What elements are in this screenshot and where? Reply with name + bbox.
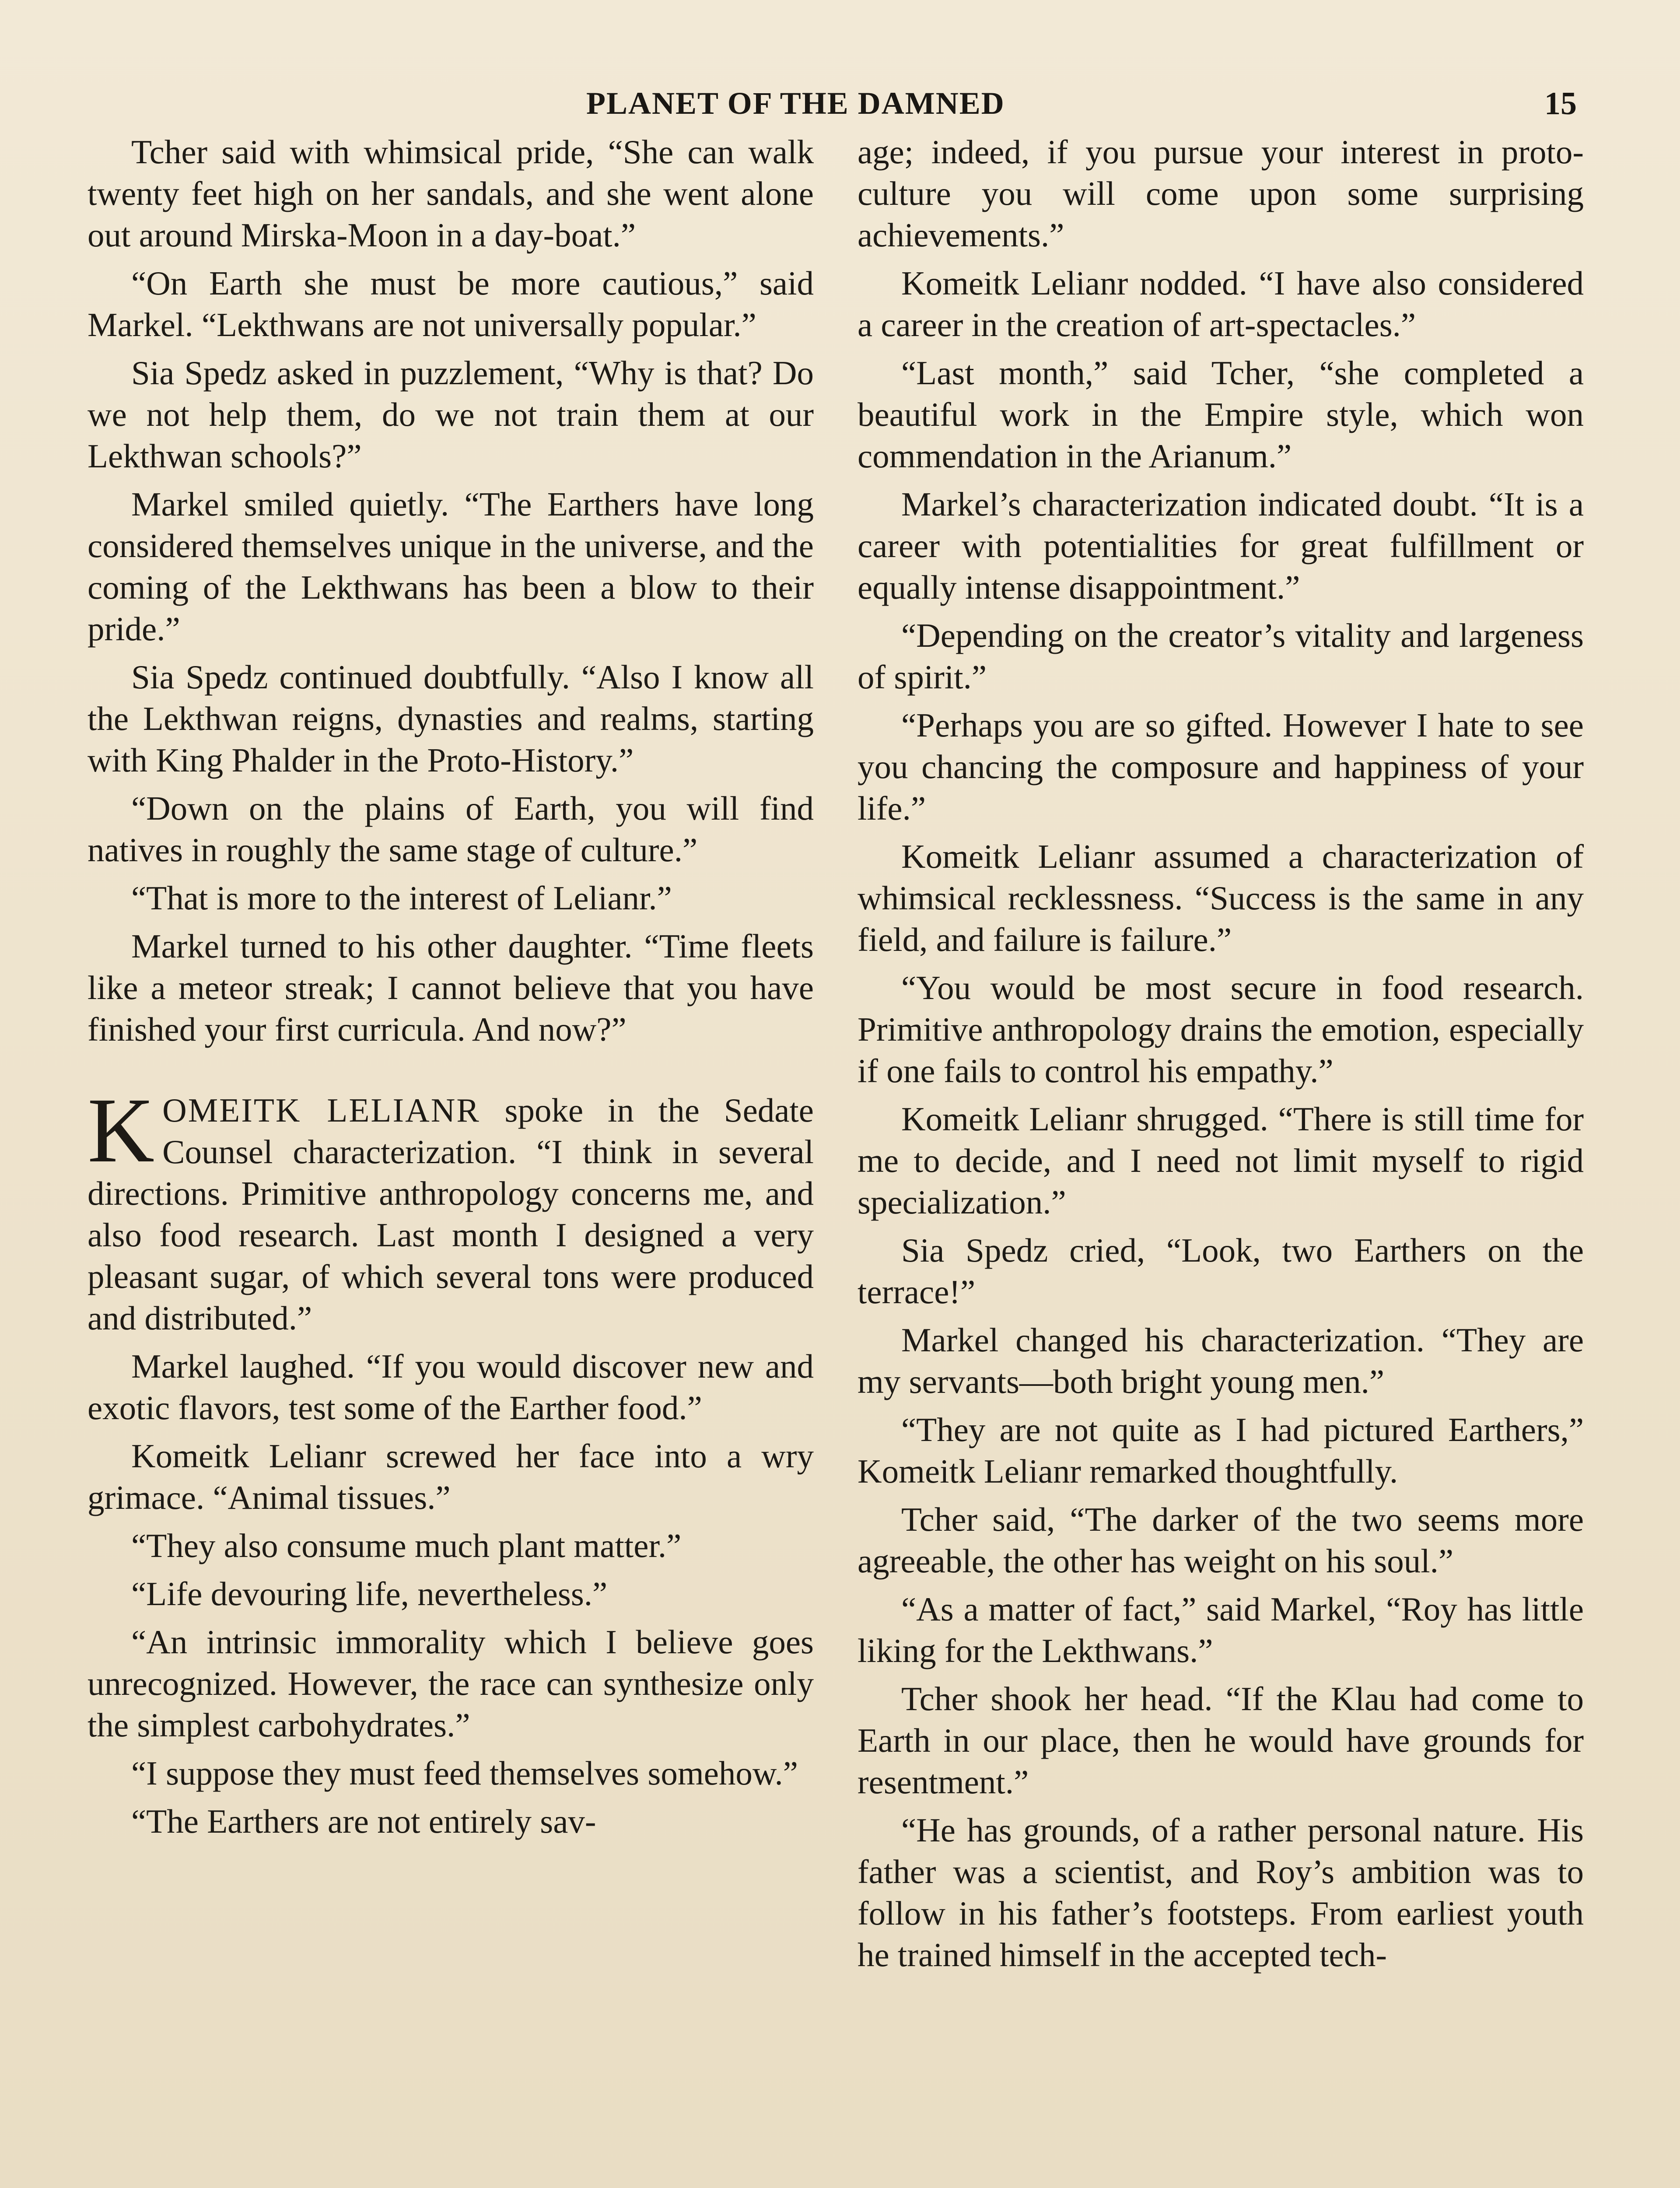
paragraph: Sia Spedz continued doubtfully. “Also I know all the Lekthwan reigns, dynasties and realms, starting with King Phalder in the Proto-History.” [88,658,814,779]
paragraph: Komeitk Lelianr assumed a characterization of whimsical recklessness. “Success is the same in any field, and failure is failure.” [858,838,1584,958]
paragraph: “As a matter of fact,” said Markel, “Roy has little liking for the Lekthwans.” [858,1590,1584,1669]
continued-paragraph: age; indeed, if you pursue your interest in proto-culture you will come upon some surprising achievements.” [858,133,1584,254]
running-head [0,85,1680,133]
paragraph: Sia Spedz asked in puzzlement, “Why is that? Do we not help them, do we not train them at our Lekthwan schools?” [88,354,814,475]
paragraph: Markel turned to his other daughter. “Time fleets like a meteor streak; I cannot believe that you have finished your first curricula. And now?” [88,927,814,1048]
paragraph: Komeitk Lelianr nodded. “I have also considered a career in the creation of art-spectacles.” [858,264,1584,344]
paragraph: “An intrinsic immorality which I believe goes unrecognized. However, the race can synthesize only the simplest carbohydrates.” [88,1623,814,1744]
paragraph: Sia Spedz cried, “Look, two Earthers on the terrace!” [858,1231,1584,1311]
paragraph: Markel smiled quietly. “The Earthers have long considered themselves unique in the universe, and the coming of the Lekthwans has been a blow to their pride.” [88,485,814,648]
paragraph: Komeitk Lelianr screwed her face into a wry grimace. “Animal tissues.” [88,1437,814,1516]
paragraph: “Last month,” said Tcher, “she completed a beautiful work in the Empire style, which won commendation in the Arianum.” [858,354,1584,475]
paragraph: “That is more to the interest of Lelianr.” [131,879,672,917]
paragraph: Markel laughed. “If you would discover new and exotic flavors, test some of the Earther food.” [88,1347,814,1427]
small-caps-lead: OMEITK LELIANR [162,1091,480,1129]
drop-cap: K [88,1079,155,1182]
paragraph: Markel’s characterization indicated doubt. “It is a career with potentialities for great fulfillment or equally intense disappointment.” [858,485,1584,606]
paragraph: Tcher said with whimsical pride, “She can walk twenty feet high on her sandals, and she went alone out around Mirska-Moon in a day-boat.” [88,133,814,254]
paragraph: “You would be most secure in food research. Primitive anthropology drains the emotion, especially if one fails to control his empathy.” [858,969,1584,1090]
paragraph: “They are not quite as I had pictured Earthers,” Komeitk Lelianr remarked thoughtfully. [858,1411,1584,1490]
paragraph: “Depending on the creator’s vitality and largeness of spirit.” [858,617,1584,696]
paragraph: “On Earth she must be more cautious,” said Markel. “Lekthwans are not universally popular.” [88,264,814,344]
left-column [88,131,814,1849]
paragraph: “Life devouring life, nevertheless.” [131,1575,608,1613]
paragraph: Markel changed his characterization. “They are my servants—both bright young men.” [858,1321,1584,1400]
paragraph: Tcher shook her head. “If the Klau had come to Earth in our place, then he would have grounds for resentment.” [858,1680,1584,1801]
paragraph: “They also consume much plant matter.” [131,1527,682,1564]
paragraph: “I suppose they must feed themselves somehow.” [131,1754,798,1792]
running-title: PLANET OF THE DAMNED [586,86,1005,121]
paragraph: “The Earthers are not entirely sav- [131,1802,596,1840]
section-opening-paragraph [88,1079,814,1339]
paragraph: “He has grounds, of a rather personal nature. His father was a scientist, and Roy’s ambition was to follow in his father’s footsteps. From earliest youth he trained himself in the accepted tech- [858,1811,1584,1974]
paragraph: “Down on the plains of Earth, you will find natives in roughly the same stage of culture.” [88,789,814,869]
paragraph: “Perhaps you are so gifted. However I hate to see you chancing the composure and happiness of your life.” [858,706,1584,827]
page-number: 15 [1544,86,1577,122]
section-text: spoke in the Sedate Counsel characterization. “I think in several directions. Primitive anthropology concerns me, and also food research. Last month I designed a very pleasant sugar, of which several tons were produced and distributed.” [88,1091,814,1337]
paragraph: Tcher said, “The darker of the two seems more agreeable, the other has weight on his soul.” [858,1501,1584,1580]
right-column [858,131,1584,1982]
paragraph: Komeitk Lelianr shrugged. “There is still time for me to decide, and I need not limit myself to rigid specialization.” [858,1100,1584,1221]
